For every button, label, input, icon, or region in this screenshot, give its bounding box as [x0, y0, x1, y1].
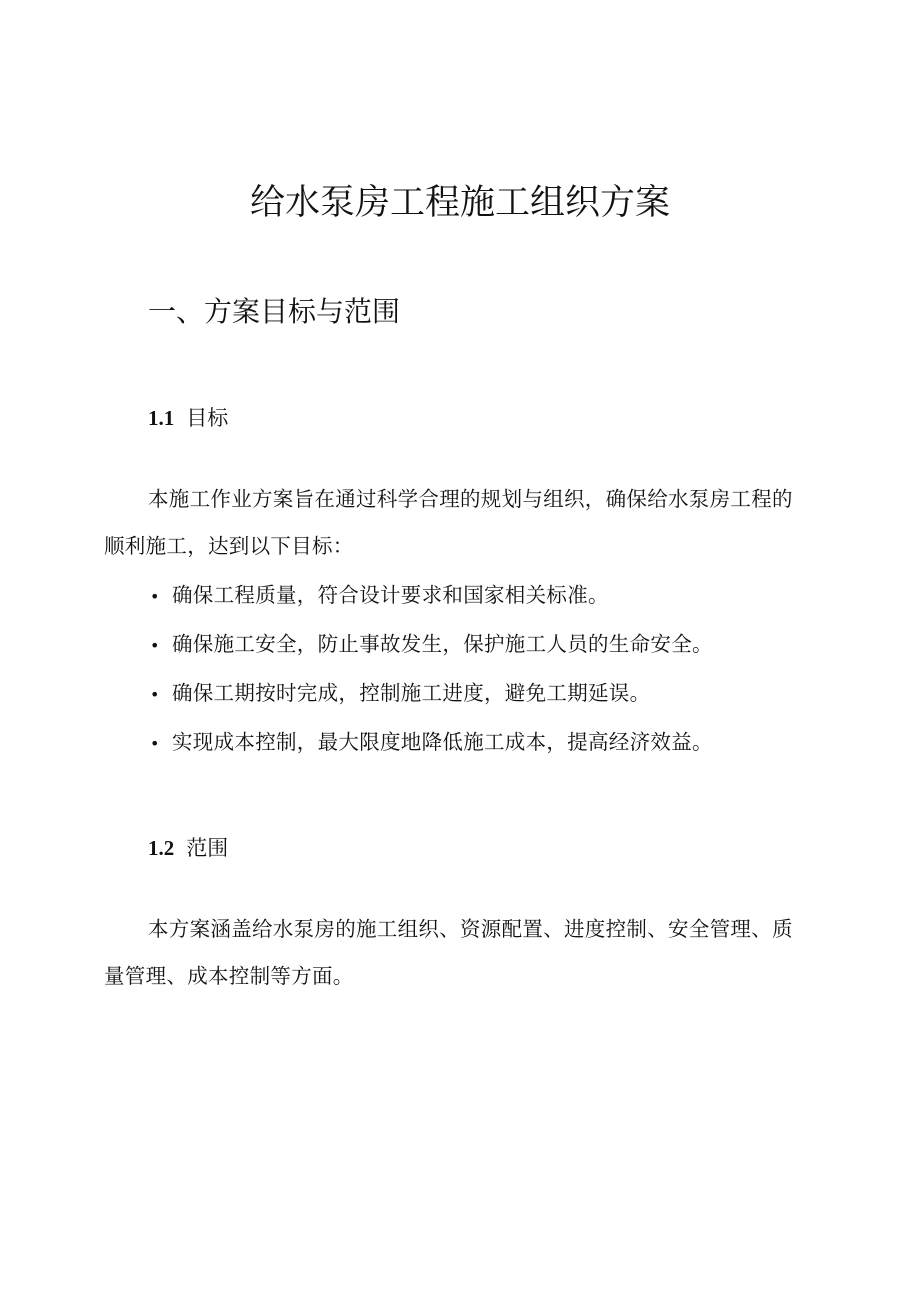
goal-list-item — [150, 718, 713, 767]
goal-list-item-text: 确保工程质量，符合设计要求和国家相关标准。 — [172, 583, 609, 607]
subsection-heading-scope — [148, 833, 228, 863]
bullet-icon: • — [150, 685, 160, 704]
bullet-icon: • — [150, 636, 160, 655]
goal-list — [150, 571, 713, 767]
subsection-title: 目标 — [186, 406, 229, 430]
subsection-number: 1.2 — [148, 836, 175, 860]
bullet-icon: • — [150, 587, 160, 606]
goal-list-item-text: 确保施工安全，防止事故发生，保护施工人员的生命安全。 — [172, 632, 713, 656]
scope-paragraph: 本方案涵盖给水泵房的施工组织、资源配置、进度控制、安全管理、质量管理、成本控制等方面。 — [104, 917, 793, 988]
goal-list-item — [150, 620, 713, 669]
goal-list-item — [150, 669, 713, 718]
goal-list-item-text: 确保工期按时完成，控制施工进度，避免工期延误。 — [172, 681, 651, 705]
subsection-title: 范围 — [186, 836, 229, 860]
subsection-heading-goal — [148, 403, 228, 433]
subsection-number: 1.1 — [148, 406, 175, 430]
goal-list-item — [150, 571, 713, 620]
goal-list-item-text: 实现成本控制，最大限度地降低施工成本，提高经济效益。 — [172, 730, 713, 754]
document-title: 给水泵房工程施工组织方案 — [249, 183, 670, 223]
goal-intro-paragraph: 本施工作业方案旨在通过科学合理的规划与组织，确保给水泵房工程的顺利施工，达到以下目标： — [104, 487, 793, 558]
bullet-icon: • — [150, 734, 160, 753]
section-heading: 一、方案目标与范围 — [148, 295, 401, 328]
